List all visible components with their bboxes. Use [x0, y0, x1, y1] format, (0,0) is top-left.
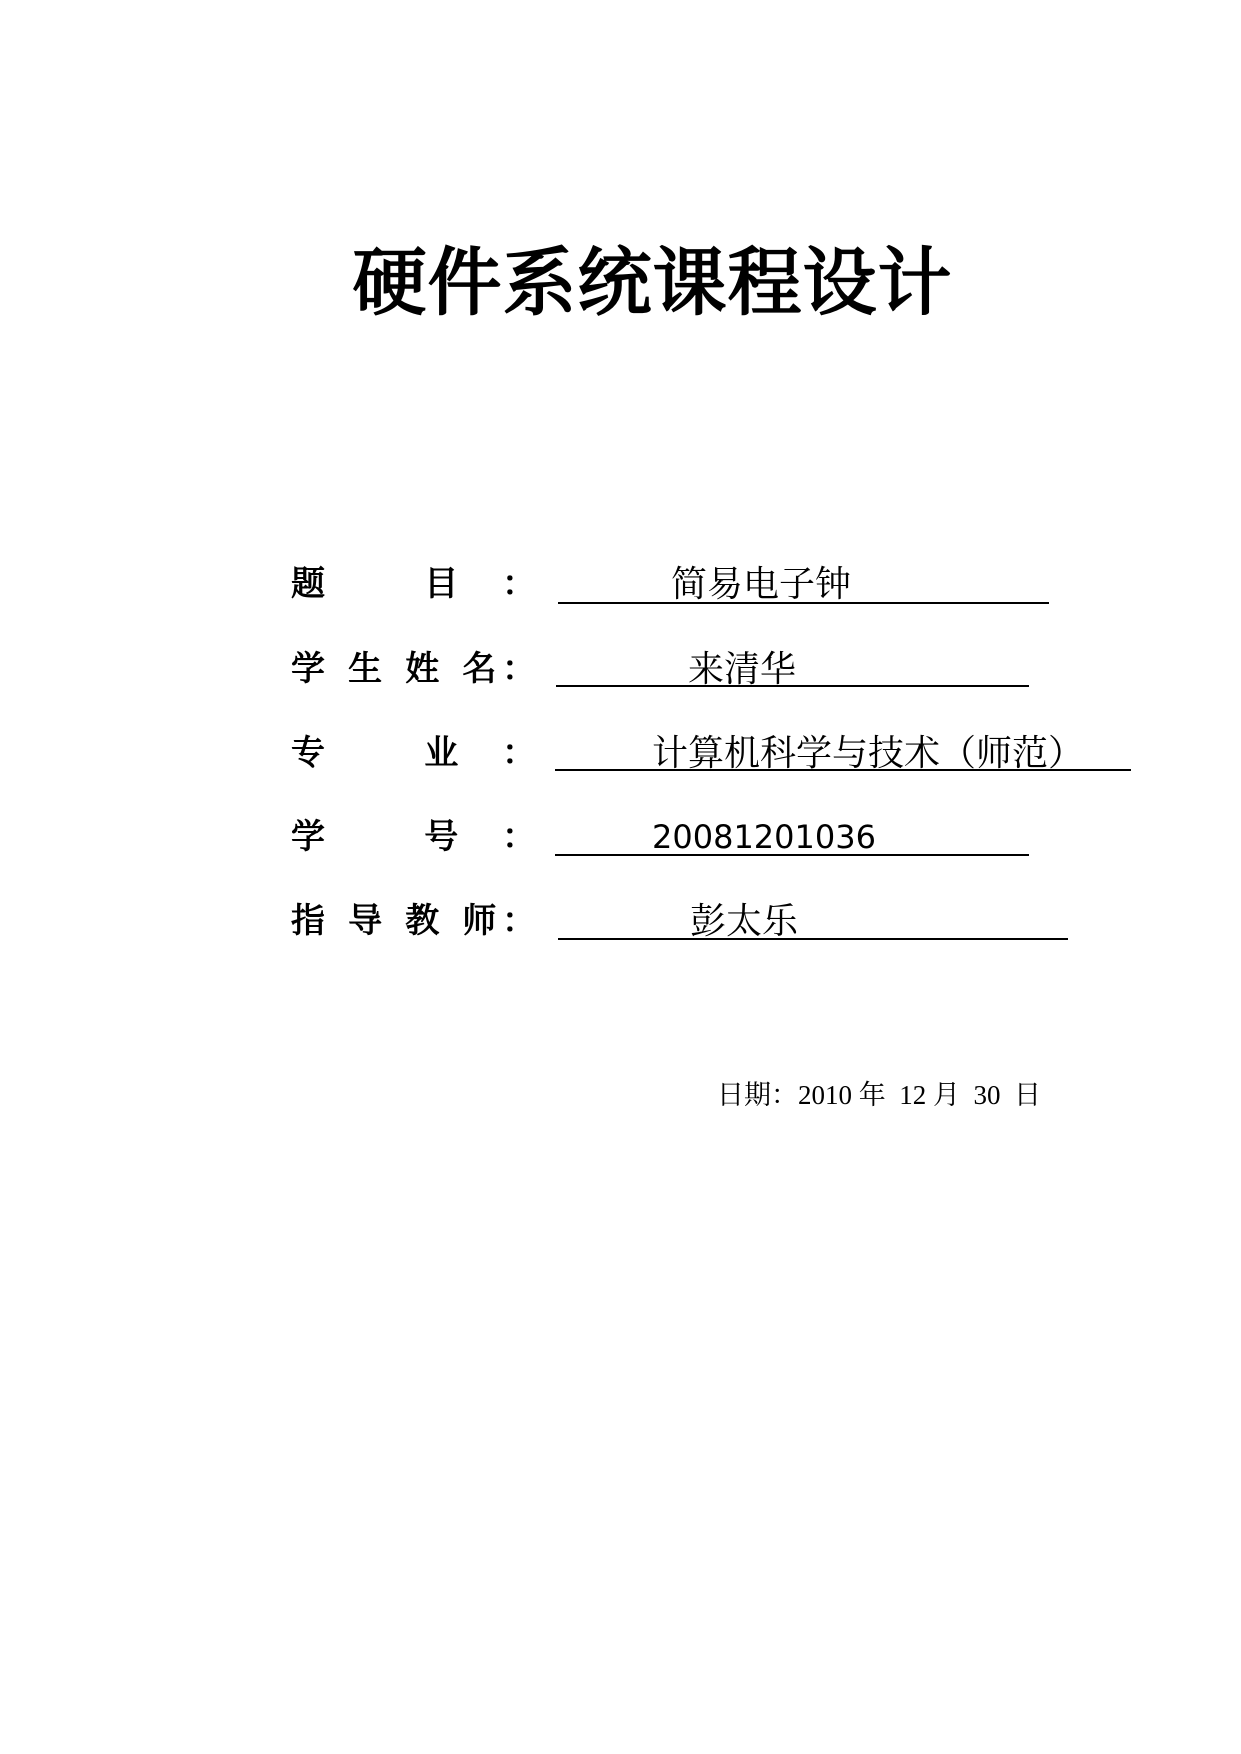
field-value-student-id: 20081201036	[652, 818, 876, 856]
field-underline	[558, 938, 1068, 940]
field-underline	[555, 854, 1029, 856]
field-label-student-id: 学 号：	[291, 817, 536, 857]
field-label-student-name: 学 生 姓 名：	[291, 649, 536, 689]
field-value-major: 计算机科学与技术（师范）	[652, 733, 1085, 773]
field-value-advisor: 彭太乐	[690, 901, 799, 941]
field-label-advisor: 指 导 教 师：	[291, 901, 536, 941]
field-label-topic: 题 目：	[291, 564, 536, 604]
document-title: 硬件系统课程设计	[352, 240, 953, 326]
field-label-major: 专 业：	[291, 733, 536, 773]
document-date: 日期：2010 年 12 月 30 日	[717, 1080, 1041, 1110]
field-underline	[556, 685, 1029, 687]
field-underline	[555, 769, 1131, 771]
field-value-student-name: 来清华	[688, 649, 797, 689]
field-value-topic: 简易电子钟	[671, 564, 852, 604]
field-underline	[558, 602, 1049, 604]
